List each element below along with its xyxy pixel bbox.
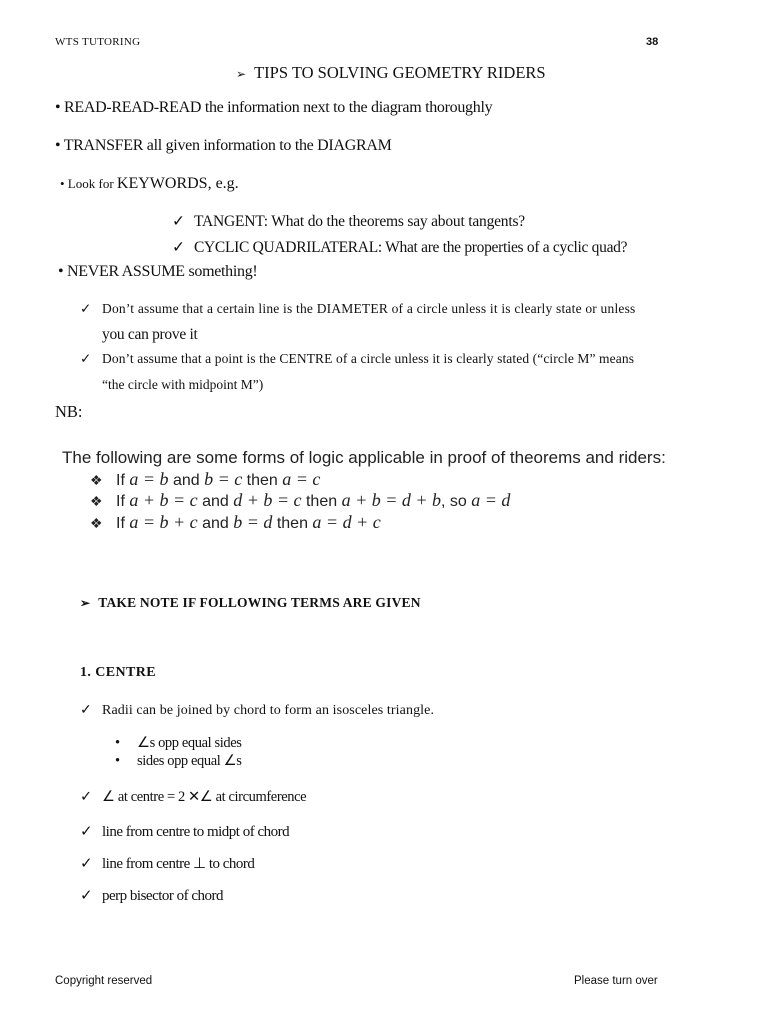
logic-and: and xyxy=(197,493,234,510)
note-diameter xyxy=(80,301,636,317)
keyword-cyclic-text: CYCLIC QUADRILATERAL: What are the properties of a cyclic quad? xyxy=(194,239,628,256)
check-icon: ✓ xyxy=(80,789,92,805)
logic-intro: The following are some forms of logic applicable in proof of theorems and riders: xyxy=(62,448,666,467)
check-icon: ✓ xyxy=(80,888,93,904)
logic-math: a = b + c xyxy=(129,512,198,532)
centre-angle-text: ∠ at centre = 2 ✕∠ at circumference xyxy=(102,789,307,805)
take-note-heading xyxy=(80,595,421,611)
logic-math: a = b xyxy=(129,469,169,489)
logic-if: If xyxy=(116,515,130,532)
logic-math: a + b = d + b xyxy=(341,490,442,510)
bullet-read: • READ-READ-READ the information next to the diagram thoroughly xyxy=(55,99,493,116)
diamond-bullet-icon: ❖ xyxy=(90,493,103,509)
keyword-tangent xyxy=(172,212,525,231)
logic-and: and xyxy=(197,515,234,532)
logic-math: a = d + c xyxy=(312,512,381,532)
centre-bisector-text: perp bisector of chord xyxy=(102,888,224,904)
logic-so: , so xyxy=(441,493,472,510)
centre-sub-text: ∠s opp equal sides xyxy=(137,735,242,751)
diamond-bullet-icon: ❖ xyxy=(90,472,103,488)
centre-midpt-text: line from centre to midpt of chord xyxy=(102,824,290,840)
nb-label: NB: xyxy=(55,402,83,421)
arrow-bullet-icon: ➢ xyxy=(236,67,247,81)
note-centre-line1: Don’t assume that a point is the CENTRE of a circle unless it is clearly stated (“circle M” means xyxy=(102,351,635,366)
centre-midpt-note xyxy=(80,822,289,841)
logic-rule-1 xyxy=(90,469,320,490)
centre-bisector-note xyxy=(80,886,223,905)
arrow-bullet-icon: ➢ xyxy=(80,596,91,610)
check-icon: ✓ xyxy=(80,824,93,840)
page-number: 38 xyxy=(646,36,659,48)
page-title xyxy=(236,63,546,83)
check-icon: ✓ xyxy=(172,239,185,256)
bullet-look-keyword: KEYWORDS, e.g. xyxy=(116,175,239,192)
logic-math: a = d xyxy=(471,490,511,510)
note-diameter-line1: Don’t assume that a certain line is the DIAMETER of a circle unless it is clearly state or unless xyxy=(102,301,636,316)
bullet-look-prefix: • Look for xyxy=(60,176,117,191)
check-icon: ✓ xyxy=(172,213,185,230)
centre-sub-item xyxy=(115,753,241,770)
centre-heading: 1. CENTRE xyxy=(80,665,156,680)
page-title-text: TIPS TO SOLVING GEOMETRY RIDERS xyxy=(254,63,546,82)
logic-math: a + b = c xyxy=(129,490,198,510)
centre-sub-text: sides opp equal ∠s xyxy=(137,753,242,769)
check-icon: ✓ xyxy=(80,351,92,366)
check-icon: ✓ xyxy=(80,856,93,872)
logic-math: d + b = c xyxy=(233,490,302,510)
take-note-text: TAKE NOTE IF FOLLOWING TERMS ARE GIVEN xyxy=(98,595,421,610)
bullet-dot-icon: • xyxy=(115,753,120,769)
logic-rule-3 xyxy=(90,512,381,533)
bullet-look-for xyxy=(60,175,239,193)
bullet-never-assume: • NEVER ASSUME something! xyxy=(58,263,258,280)
centre-radii-note xyxy=(80,702,434,719)
bullet-dot-icon: • xyxy=(115,735,120,751)
centre-angle-note xyxy=(80,789,306,806)
keyword-tangent-text: TANGENT: What do the theorems say about tangents? xyxy=(194,213,525,230)
centre-perp-note xyxy=(80,854,254,873)
diamond-bullet-icon: ❖ xyxy=(90,515,103,531)
note-diameter-line2: you can prove it xyxy=(102,326,198,343)
logic-rule-2 xyxy=(90,490,510,511)
note-centre xyxy=(80,351,634,367)
logic-then: then xyxy=(301,493,342,510)
bullet-transfer: • TRANSFER all given information to the DIAGRAM xyxy=(55,137,392,154)
footer-copyright: Copyright reserved xyxy=(55,975,153,987)
note-centre-line2: “the circle with midpoint M”) xyxy=(102,377,264,392)
keyword-cyclic xyxy=(172,238,627,257)
logic-math: a = c xyxy=(282,469,321,489)
logic-math: b = d xyxy=(233,512,273,532)
logic-math: b = c xyxy=(204,469,243,489)
logic-if: If xyxy=(116,493,130,510)
centre-radii-text: Radii can be joined by chord to form an isosceles triangle. xyxy=(102,703,435,718)
logic-then: then xyxy=(242,472,283,489)
check-icon: ✓ xyxy=(80,703,92,718)
centre-sub-item xyxy=(115,735,241,752)
logic-then: then xyxy=(272,515,313,532)
header-left-text: WTS TUTORING xyxy=(55,36,141,48)
check-icon: ✓ xyxy=(80,301,92,316)
logic-and: and xyxy=(168,472,205,489)
centre-perp-text: line from centre ⊥ to chord xyxy=(102,856,255,872)
footer-turn-over: Please turn over xyxy=(574,975,658,987)
logic-if: If xyxy=(116,472,130,489)
